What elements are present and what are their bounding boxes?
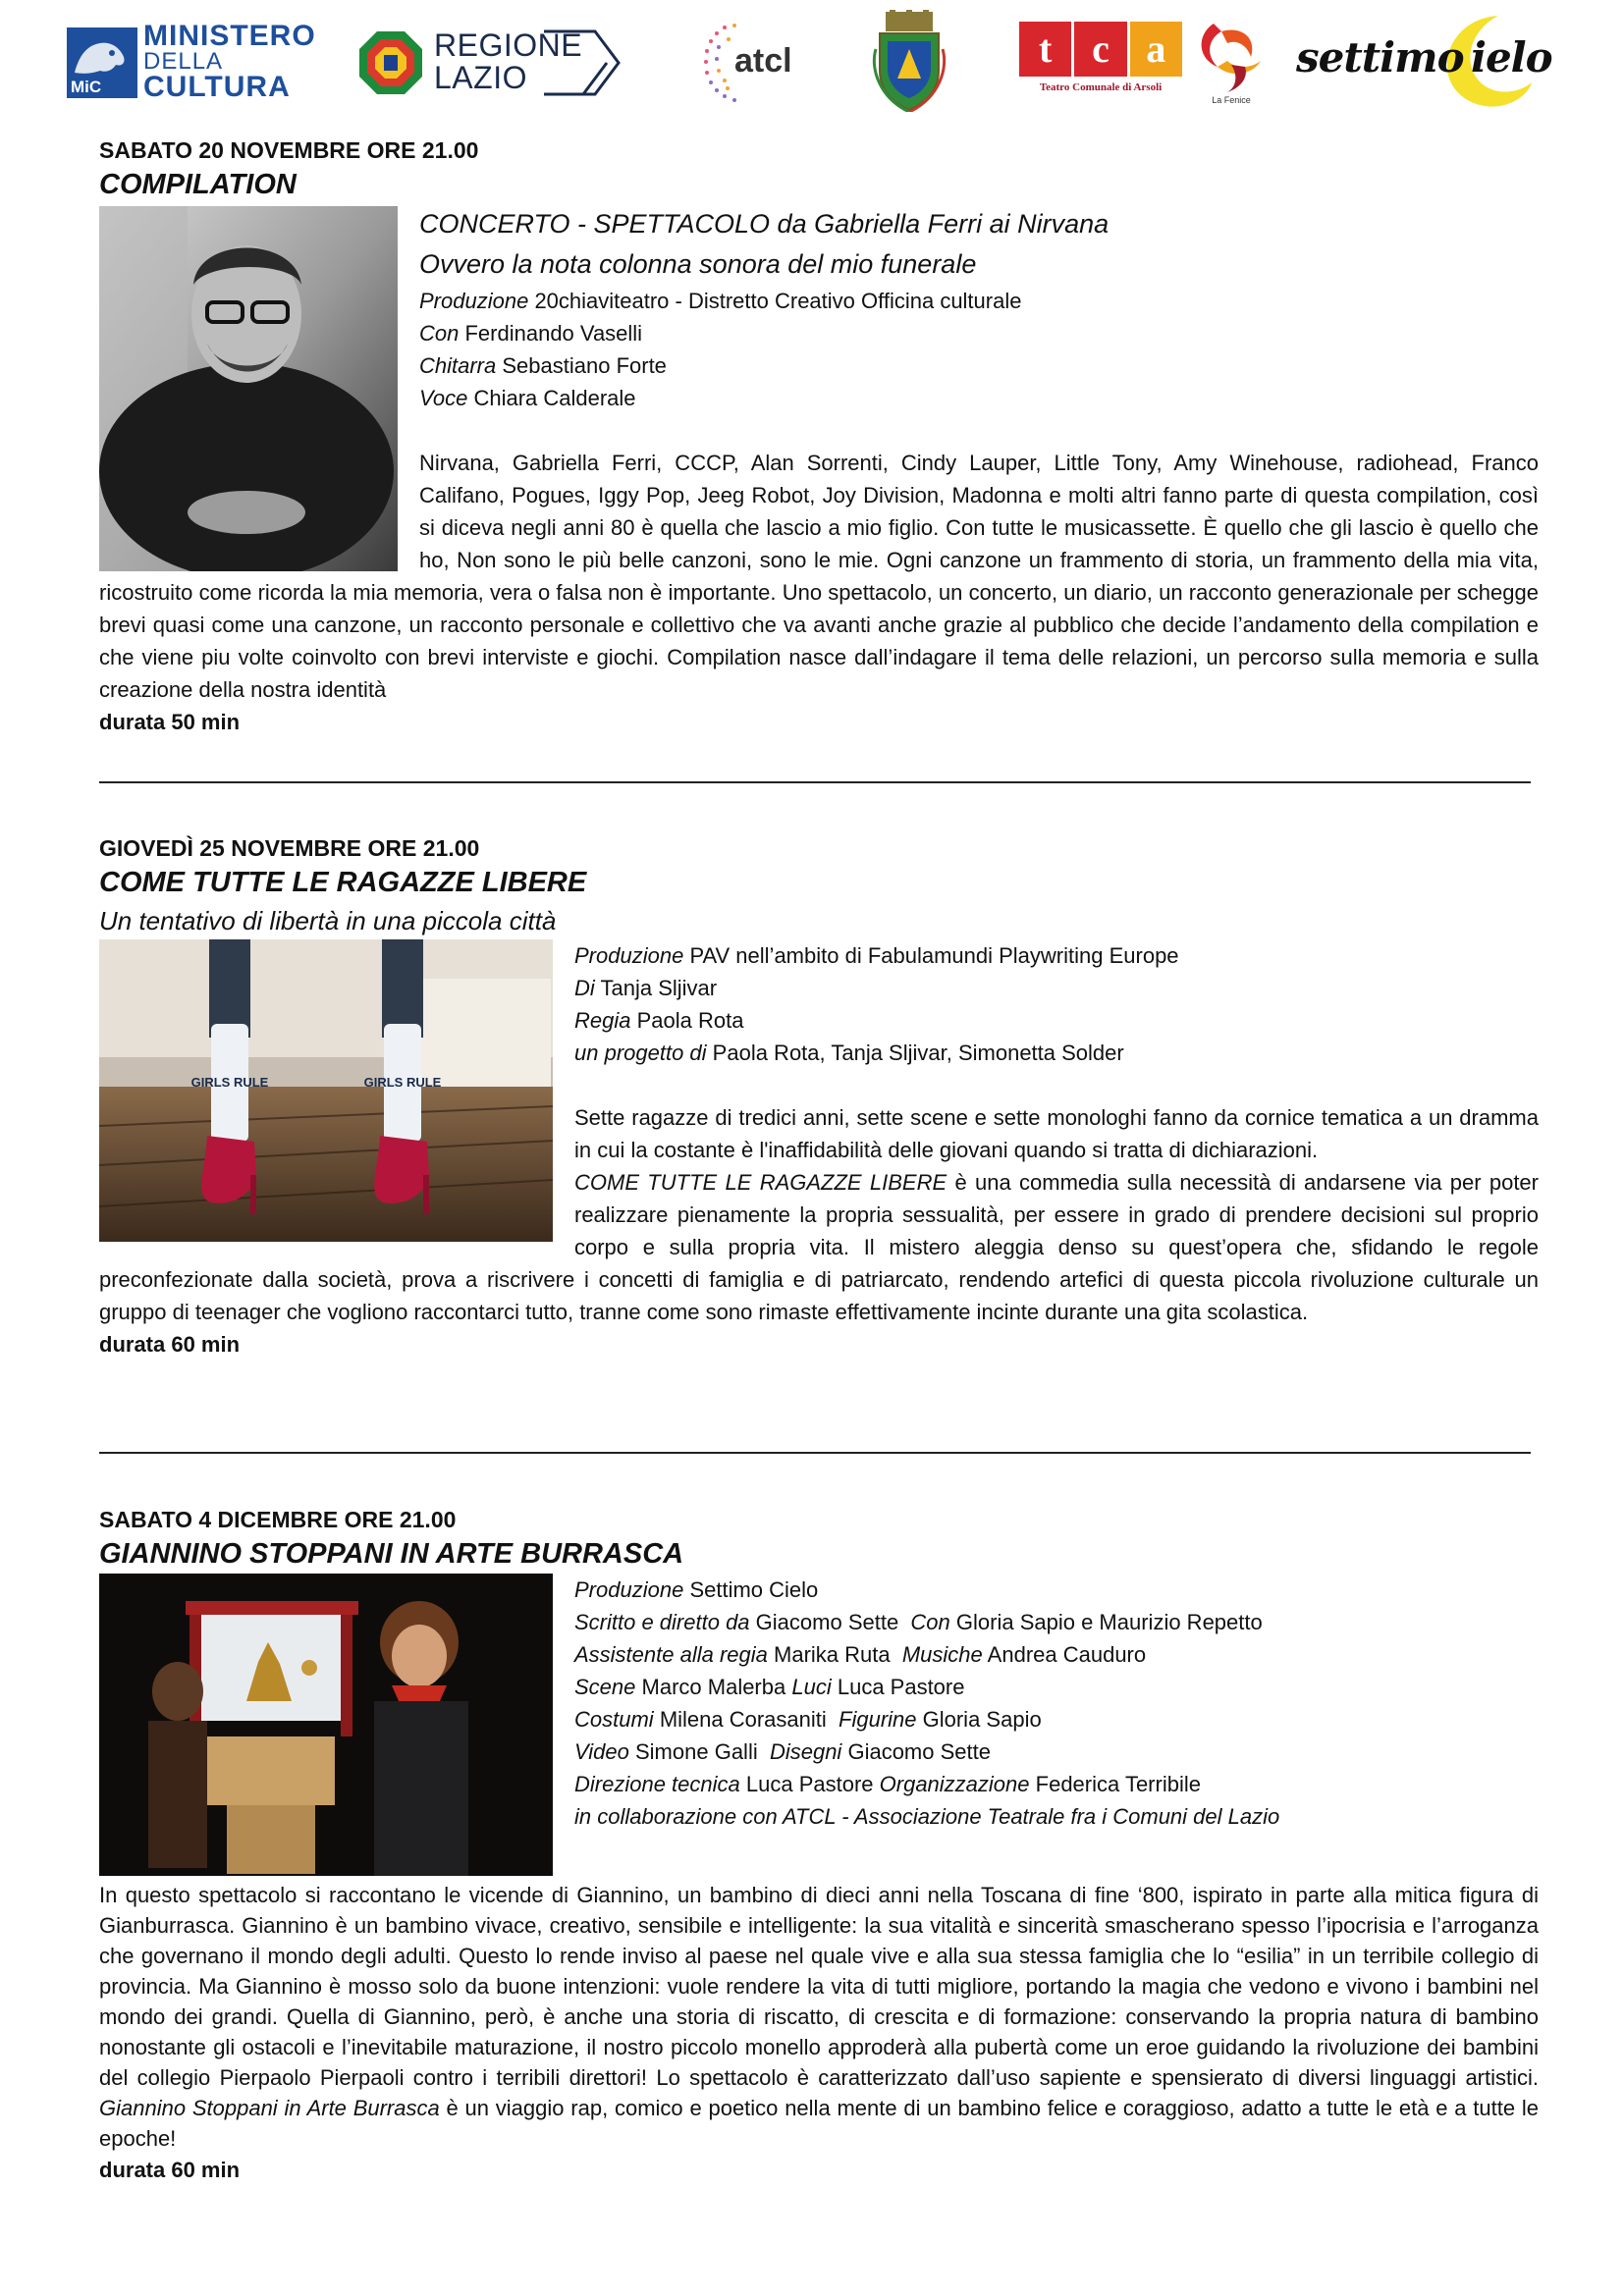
puppet-theatre-image [99,1574,553,1876]
event-date: SABATO 20 NOVEMBRE ORE 21.00 [99,137,479,163]
credit-name: Settimo Cielo [689,1577,819,1602]
event-line-1: CONCERTO - SPETTACOLO da Gabriella Ferri ai Nirvana [419,209,1110,239]
credit-role: Produzione [574,943,684,968]
settimo-word: settimo [1296,33,1464,81]
settimo-cielo-logo [1294,6,1567,114]
cielo-word: ielo [1471,33,1552,81]
regione-lazio-emblem-icon [357,29,424,96]
credit-role: Disegni [769,1739,842,1764]
lazio-line-2: LAZIO [434,60,527,95]
credit-name: Giacomo Sette [755,1610,899,1634]
description-text: In questo spettacolo si raccontano le vicende di Giannino, un bambino di dieci anni nella Toscana di fine ‘800, ispirato in parte alla mitica figura di Gianburrasca. Giannino è un bambino vivace, creativo, sensibile e intelligente: la sua vitalità e sincerità smascherano spesso l’ipocrisia e l’arroganza che governano il mondo degli adulti. Questo lo rende inviso al paese nel quale vive e alla sua stessa famiglia che lo “esilia” in un terribile collegio di provincia. Ma Giannino è mosso solo da buone intenzioni: vuole rendere la vita di tutti migliore, portando la magia che vedono e vivono i bambini nel mondo dei grandi. Quella di Giannino, però, è anche una storia di riscatto, di crescita e di formazione: conservando la propria natura di bambino nonostante gli ostacoli e l’inevitabile maturazione, il nostro piccolo monello approderà alla pubertà come un eroe guidando la rivoluzione dei bambini del collegio Pierpaolo Pierpaoli contro i terribili direttori! Lo spettacolo è caratterizzato dall’uso sapiente e spensierato di diversi linguaggi artistici. [99,1883,1539,2090]
tca-letter-a: a [1130,22,1182,77]
sponsor-logos-bar [0,0,1624,128]
credit-role: Direzione tecnica [574,1772,740,1796]
credit-role: Luci [791,1675,832,1699]
event-giannino [99,1505,1539,2186]
fenice-label: La Fenice [1212,95,1251,105]
credit-role: Assistente alla regia [574,1642,768,1667]
girls-rule-socks-image [99,939,553,1242]
event-subtitle: Un tentativo di libertà in una piccola città [99,906,557,935]
credit-role: Di [574,976,595,1000]
credit-name: Marco Malerba [641,1675,786,1699]
mic-line-2: DELLA [143,48,224,75]
tca-subtitle: Teatro Comunale di Arsoli [1039,81,1163,93]
tca-letter-c: c [1074,22,1126,77]
sock-text-left: GIRLS RULE [190,1075,269,1090]
credit-name: 20chiaviteatro - Distretto Creativo Officina culturale [534,289,1022,313]
event-title: GIANNINO STOPPANI IN ARTE BURRASCA [99,1538,684,1570]
description-text: è una commedia sulla necessità di andarsene via per poter realizzare pienamente la propria sessualità, per essere in grado di prendere decisioni sul proprio corpo e sulla propria vita. Il mistero aleggia denso su quest’opera che, sfidando le regole preconfezionate dalla società, prova a riscrivere i concetti di famiglia e di patriarcato, rendendo artefici di questa piccola rivoluzione culturale un gruppo di teenager che vogliono raccontarci tutto, tranne come sono rimaste effettivamente incinte durante una gita scolastica. [99,1170,1539,1324]
credit-role: Regia [574,1008,631,1033]
credit-role: Produzione [419,289,529,313]
mic-line-1: MINISTERO [143,20,316,52]
ragazze-photo [99,939,553,1242]
event-description-1: Sette ragazze di tredici anni, sette scene e sette monologhi fanno da cornice tematica a un dramma in cui la costante è l'inaffidabilità delle giovani quando si tratta di dichiarazioni. [574,1105,1539,1162]
event-duration: durata 50 min [99,710,241,734]
giannino-photo [99,1574,553,1876]
event-description: Nirvana, Gabriella Ferri, CCCP, Alan Sorrenti, Cindy Lauper, Little Tony, Amy Winehouse, radiohead, Franco Califano, Pogues, Iggy Pop, Jeeg Robot, Joy Division, Madonna e molti altri fanno parte di questa compilation, così si diceva negli anni 80 è quella che lascio a mio figlio. Con tutte le musicassette. È quello che gli lascio è quello che ho, Non sono le più belle canzoni, sono le mie. Ogni canzone un frammento di storia, un frammento della mia vita, ricostruito come ricorda la mia memoria, vera o falsa non è importante. Uno spettacolo, un concerto, un diario, un racconto generazionale per schegge brevi quasi come una canzone, un racconto personale e collettivo che va avanti anche grazie al pubblico che decide l’andamento della compilation e che viene piu volte coinvolto con brevi interviste e giochi. Compilation nasce dall’indagare il tema delle relazioni, un percorso sulla memoria e sulla creazione della nostra identità [99,451,1539,702]
atcl-label: atcl [734,42,792,80]
credit-name: Ferdinando Vaselli [464,321,643,346]
inline-title: COME TUTTE LE RAGAZZE LIBERE [574,1170,947,1195]
actor-portrait-image [99,206,398,571]
credit-role: Scritto e diretto da [574,1610,750,1634]
lazio-line-1: REGIONE [434,27,583,63]
event-ragazze-libere [99,833,1539,1361]
credit-name: Marika Ruta [774,1642,891,1667]
credit-role: Voce [419,386,468,410]
event-duration: durata 60 min [99,2158,241,2182]
event-description [99,1880,1539,2154]
credit-role: Organizzazione [879,1772,1030,1796]
lazio-arrow-icon [544,29,623,96]
credit-role: Produzione [574,1577,684,1602]
la-fenice-logo [1192,18,1271,116]
credit-role: Chitarra [419,353,497,378]
credit-name: Simone Galli [635,1739,758,1764]
credit-name: Andrea Cauduro [987,1642,1147,1667]
credit-role: Musiche [901,1642,983,1667]
event-date: SABATO 4 DICEMBRE ORE 21.00 [99,1507,457,1532]
credit-name: Luca Pastore [745,1772,874,1796]
comune-crest [870,10,948,112]
description-text-end: è un viaggio rap, comico e poetico nella mente di un bambino felice e coraggioso, adatto a tutte le età e a tutte le epoche! [99,2096,1539,2151]
credit-role: Figurine [839,1707,917,1732]
mic-label: MiC [71,78,102,96]
credit-name: PAV nell’ambito di Fabulamundi Playwriting Europe [689,943,1179,968]
ministero-cultura-logo [67,20,316,103]
ministero-name [143,20,316,103]
sock-text-right: GIRLS RULE [363,1075,442,1090]
credit-name: Gloria Sapio [922,1707,1042,1732]
credit-name: Tanja Sljivar [600,976,718,1000]
comune-crest-icon [870,10,948,112]
credit-name: Paola Rota [636,1008,744,1033]
event-date: GIOVEDÌ 25 NOVEMBRE ORE 21.00 [99,835,480,861]
credit-name: Paola Rota, Tanja Sljivar, Simonetta Solder [712,1041,1124,1065]
credit-role: Scene [574,1675,636,1699]
event-title: COMPILATION [99,169,297,200]
section-divider [99,781,1531,783]
credit-name: Gloria Sapio e Maurizio Repetto [955,1610,1263,1634]
tca-letter-t: t [1019,22,1071,77]
credit-role: Costumi [574,1707,654,1732]
credit-name: Federica Terribile [1035,1772,1201,1796]
credit-role: Con [419,321,460,346]
credit-role: Con [910,1610,950,1634]
credit-name: Sebastiano Forte [502,353,667,378]
atcl-logo [695,18,813,108]
compilation-photo [99,206,398,571]
section-divider [99,1452,1531,1454]
credit-name: Giacomo Sette [847,1739,991,1764]
event-duration: durata 60 min [99,1332,241,1357]
event-line-2: Ovvero la nota colonna sonora del mio funerale [419,249,977,279]
credit-name: Luca Pastore [837,1675,965,1699]
phoenix-icon [1192,18,1271,94]
collaboration-note: in collaborazione con ATCL - Associazione Teatrale fra i Comuni del Lazio [574,1804,1280,1829]
tca-letters [1019,22,1182,77]
regione-lazio-logo [357,26,623,100]
inline-title: Giannino Stoppani in Arte Burrasca [99,2096,440,2120]
event-title: COME TUTTE LE RAGAZZE LIBERE [99,867,587,898]
mic-line-3: CULTURA [143,71,291,103]
credit-role: Video [574,1739,629,1764]
mic-emblem [67,27,137,98]
event-compilation [99,135,1539,738]
credit-name: Chiara Calderale [473,386,636,410]
credit-name: Milena Corasaniti [659,1707,827,1732]
credit-role: un progetto di [574,1041,707,1065]
teatro-comunale-arsoli-logo [1019,22,1186,100]
